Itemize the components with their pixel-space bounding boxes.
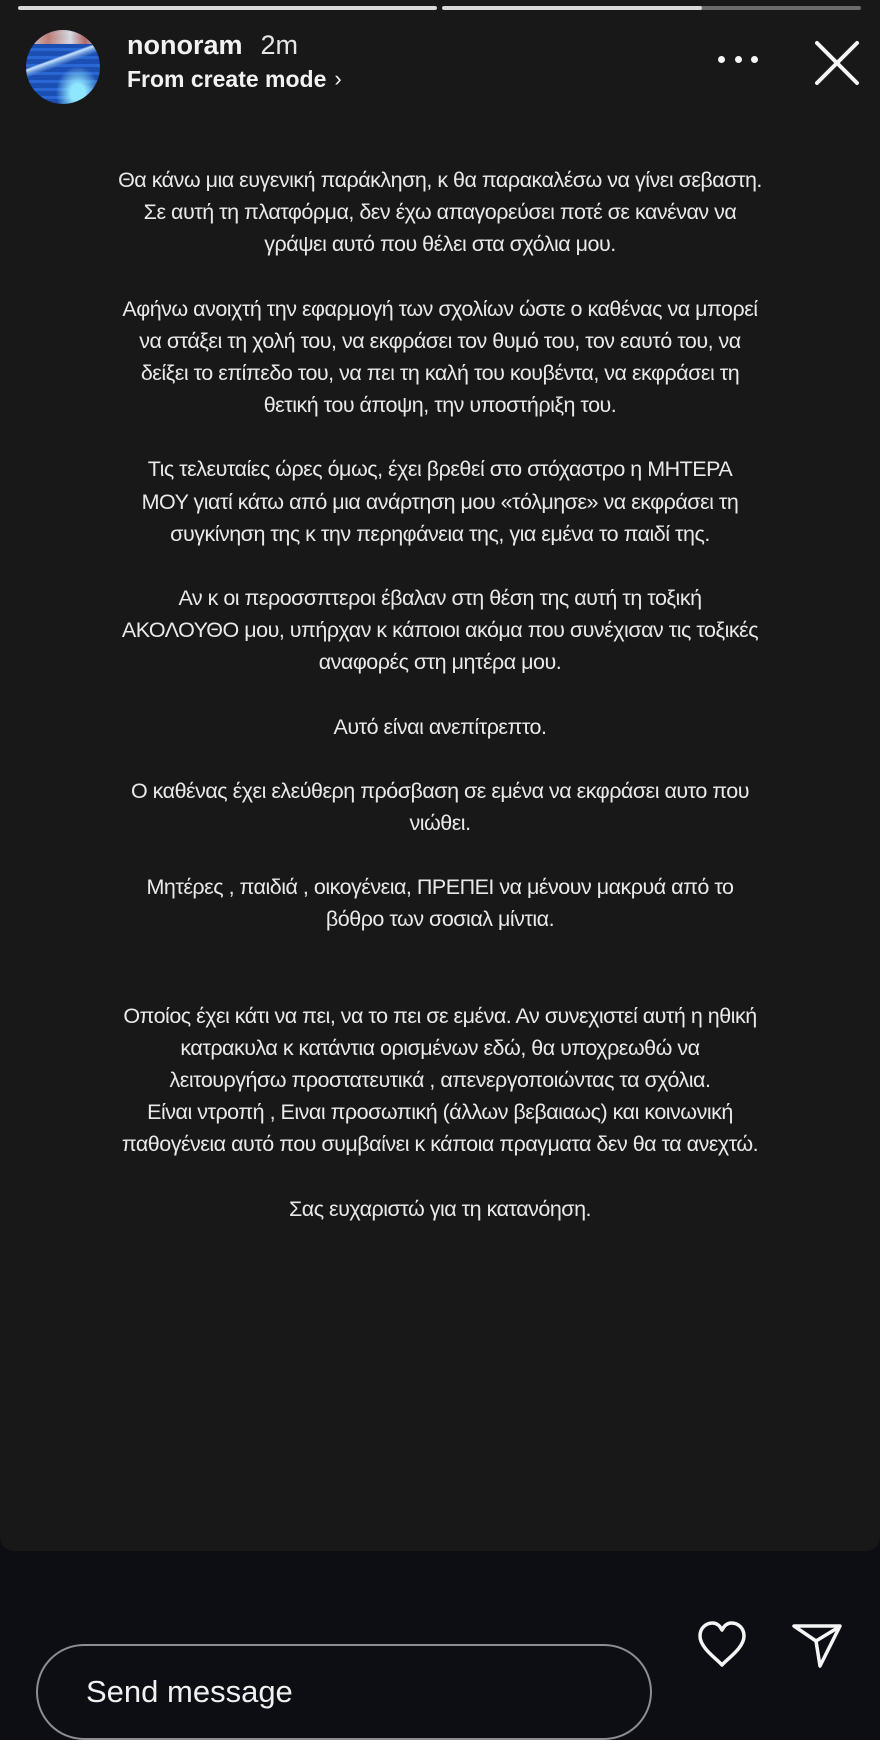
progress-fill-2 (442, 6, 702, 10)
user-block (127, 28, 342, 94)
line: Μητέρες , παιδιά , οικογένεια, ΠΡΕΠΕΙ να μένουν μακρυά από το (146, 875, 734, 900)
line: Αν κ οι περοσσπτεροι έβαλαν στη θέση της αυτή τη τοξική (178, 586, 702, 611)
line: ΜΟΥ γιατί κάτω από μια ανάρτηση μου «τόλμησε» να εκφράσει τη (141, 489, 739, 514)
chevron-right-icon: › (334, 66, 342, 91)
line: Τις τελευταίες ώρες όμως, έχει βρεθεί στο στόχαστρο η ΜΗΤΕΡΑ (147, 457, 733, 482)
line: ΑΚΟΛΟΥΘΟ μου, υπήρχαν κ κάποιοι ακόμα που συνέχισαν τις τοξικές (121, 618, 759, 643)
create-mode-label: From create mode (127, 66, 327, 92)
paragraph-9 (40, 1193, 840, 1225)
paragraph-6 (40, 775, 840, 839)
line: βόθρο των σοσιαλ μίντια. (325, 907, 555, 932)
progress-segment-2 (442, 6, 861, 10)
line: να στάξει τη χολή του, να εκφράσει τον θυμό του, τον εαυτό του, να (139, 328, 741, 353)
paragraph-1 (40, 164, 840, 261)
close-icon (814, 40, 860, 86)
paragraph-7 (40, 871, 840, 935)
line: δείξει το επίπεδο του, να πει τη καλή του κουβέντα, να εκφράσει τη (140, 361, 740, 386)
line: αναφορές στη μητέρα μου. (318, 650, 562, 675)
line: λειτουργήσω προστατευτικά , απενεργοποιώντας τα σχόλια. (169, 1068, 711, 1093)
more-horizontal-icon-dot (751, 56, 758, 63)
line: κατρακυλα κ κατάντια ορισμένων εδώ, θα υποχρεωθώ να (180, 1035, 700, 1060)
send-button[interactable] (790, 1621, 844, 1669)
line: Θα κάνω μια ευγενική παράκληση, κ θα παρακαλέσω να γίνει σεβαστη. (118, 168, 762, 192)
more-options-button[interactable] (718, 52, 758, 66)
line: γράψει αυτό που θέλει στα σχόλια μου. (264, 232, 616, 257)
username[interactable]: nonoram (127, 30, 243, 60)
line: θετική του άποψη, την υποστήριξη του. (263, 393, 617, 418)
heart-icon (695, 1620, 749, 1670)
paragraph-4 (40, 582, 840, 679)
paragraph-3 (40, 453, 840, 550)
paragraph-8 (40, 1000, 840, 1161)
story-header (26, 28, 860, 98)
send-message-input[interactable] (36, 1644, 652, 1740)
line: Σε αυτή τη πλατφόρμα, δεν έχω απαγορεύσει ποτέ σε κανέναν να (143, 200, 737, 225)
line: Είναι ντροπή , Ειναι προσωπική (άλλων βεβαιαως) και κοινωνική (147, 1100, 733, 1125)
story-text (40, 164, 840, 1225)
line: Οποίος έχει κάτι να πει, να το πει σε εμένα. Αν συνεχιστεί αυτή η ηθική (123, 1003, 757, 1028)
more-horizontal-icon-dot (735, 56, 742, 63)
line: νιώθει. (409, 811, 471, 836)
progress-fill-1 (18, 6, 437, 10)
create-mode-link[interactable] (127, 64, 342, 94)
more-horizontal-icon (718, 56, 725, 63)
paragraph-5 (40, 711, 840, 743)
like-button[interactable] (695, 1620, 749, 1670)
progress-segment-1 (18, 6, 437, 10)
username-row (127, 28, 342, 62)
send-icon (790, 1621, 844, 1669)
paragraph-2 (40, 293, 840, 422)
time-ago: 2m (260, 30, 299, 60)
close-button[interactable] (814, 40, 860, 86)
line: παθογένεια αυτό που συμβαίνει κ κάποια πραγματα δεν θα τα ανεχτώ. (121, 1132, 759, 1157)
story-progress (18, 6, 861, 10)
line: Ο καθένας έχει ελεύθερη πρόσβαση σε εμένα να εκφράσει αυτο που (130, 778, 750, 803)
avatar[interactable] (26, 30, 100, 104)
line: Αφήνω ανοιχτή την εφαρμογή των σχολίων ώστε ο καθένας να μπορεί (122, 296, 758, 321)
reply-bar (0, 1551, 880, 1731)
line: Αυτό είναι ανεπίτρεπτο. (333, 714, 547, 739)
line: Σας ευχαριστώ για τη κατανόηση. (288, 1196, 591, 1221)
line: συγκίνηση της κ την περηφάνεια της, για εμένα το παιδί της. (170, 521, 710, 546)
